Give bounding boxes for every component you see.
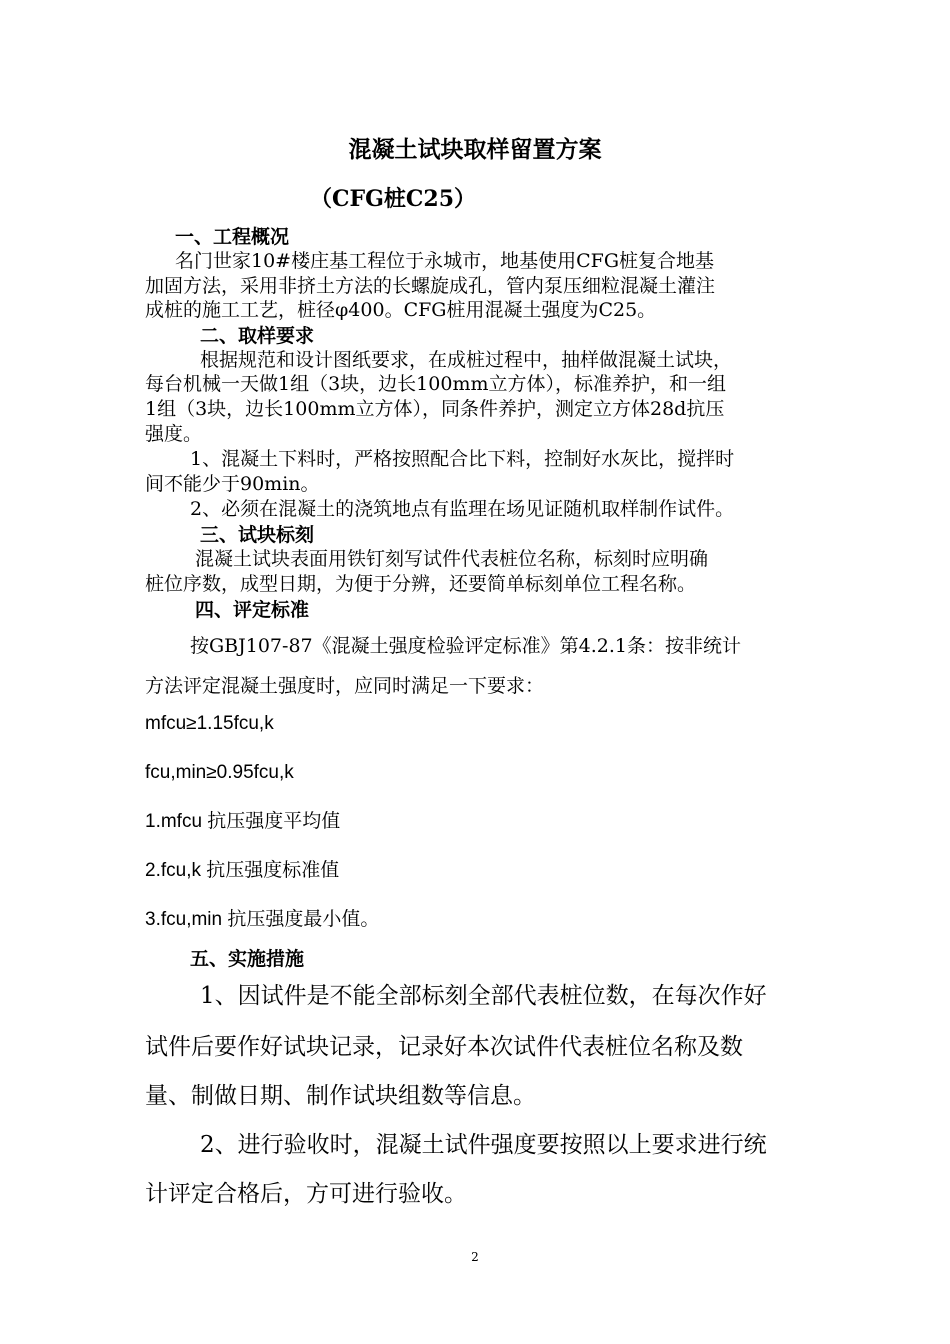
paragraph-line: 方法评定混凝土强度时，应同时满足一下要求： bbox=[145, 675, 545, 697]
section-heading-marking: 三、试块标刻 bbox=[200, 524, 315, 546]
paragraph-line: 计评定合格后，方可进行验收。 bbox=[145, 1181, 467, 1207]
page-number: 2 bbox=[471, 1250, 479, 1264]
paragraph-line: 间不能少于90min。 bbox=[145, 473, 320, 495]
paragraph-line: 量、制做日期、制作试块组数等信息。 bbox=[145, 1083, 536, 1109]
paragraph-line: 1、因试件是不能全部标刻全部代表桩位数，在每次作好 bbox=[200, 983, 767, 1009]
formula-min: fcu,min≥0.95fcu,k bbox=[145, 762, 294, 783]
paragraph-line: 1、混凝土下料时，严格按照配合比下料，控制好水灰比，搅拌时 bbox=[190, 448, 735, 470]
paragraph-line: 加固方法，采用非挤土方法的长螺旋成孔，管内泵压细粒混凝土灌注 bbox=[145, 275, 716, 297]
paragraph-line: 名门世家10#楼庄基工程位于永城市，地基使用CFG桩复合地基 bbox=[175, 250, 714, 272]
definition-line: 2.fcu,k 抗压强度标准值 bbox=[145, 860, 340, 881]
section-heading-sampling: 二、取样要求 bbox=[200, 325, 315, 347]
paragraph-line: 试件后要作好试块记录，记录好本次试件代表桩位名称及数 bbox=[145, 1034, 743, 1060]
document-title: 混凝土试块取样留置方案 bbox=[348, 136, 602, 163]
paragraph-line: 混凝土试块表面用铁钉刻写试件代表桩位名称，标刻时应明确 bbox=[195, 548, 709, 570]
section-heading-criteria: 四、评定标准 bbox=[195, 599, 310, 621]
formula-mean: mfcu≥1.15fcu,k bbox=[145, 713, 274, 734]
paragraph-line: 强度。 bbox=[145, 423, 203, 445]
paragraph-line: 每台机械一天做1组（3块，边长100mm立方体），标准养护，和一组 bbox=[145, 373, 726, 395]
paragraph-line: 桩位序数，成型日期，为便于分辨，还要简单标刻单位工程名称。 bbox=[145, 573, 697, 595]
paragraph-line: 成桩的施工工艺，桩径φ400。CFG桩用混凝土强度为C25。 bbox=[145, 299, 657, 321]
paragraph-line: 2、进行验收时，混凝土试件强度要按照以上要求进行统 bbox=[200, 1132, 767, 1158]
definition-line: 3.fcu,min 抗压强度最小值。 bbox=[145, 909, 380, 930]
paragraph-line: 按GBJ107-87《混凝土强度检验评定标准》第4.2.1条：按非统计 bbox=[190, 635, 741, 657]
paragraph-line: 1组（3块，边长100mm立方体），同条件养护，测定立方体28d抗压 bbox=[145, 398, 725, 420]
document-subtitle: （CFG桩C25） bbox=[310, 186, 477, 212]
paragraph-line: 2、必须在混凝土的浇筑地点有监理在场见证随机取样制作试件。 bbox=[190, 498, 735, 520]
paragraph-line: 根据规范和设计图纸要求，在成桩过程中，抽样做混凝土试块， bbox=[200, 349, 733, 371]
section-heading-overview: 一、工程概况 bbox=[175, 226, 290, 248]
definition-line: 1.mfcu 抗压强度平均值 bbox=[145, 811, 341, 832]
section-heading-measures: 五、实施措施 bbox=[190, 948, 305, 970]
